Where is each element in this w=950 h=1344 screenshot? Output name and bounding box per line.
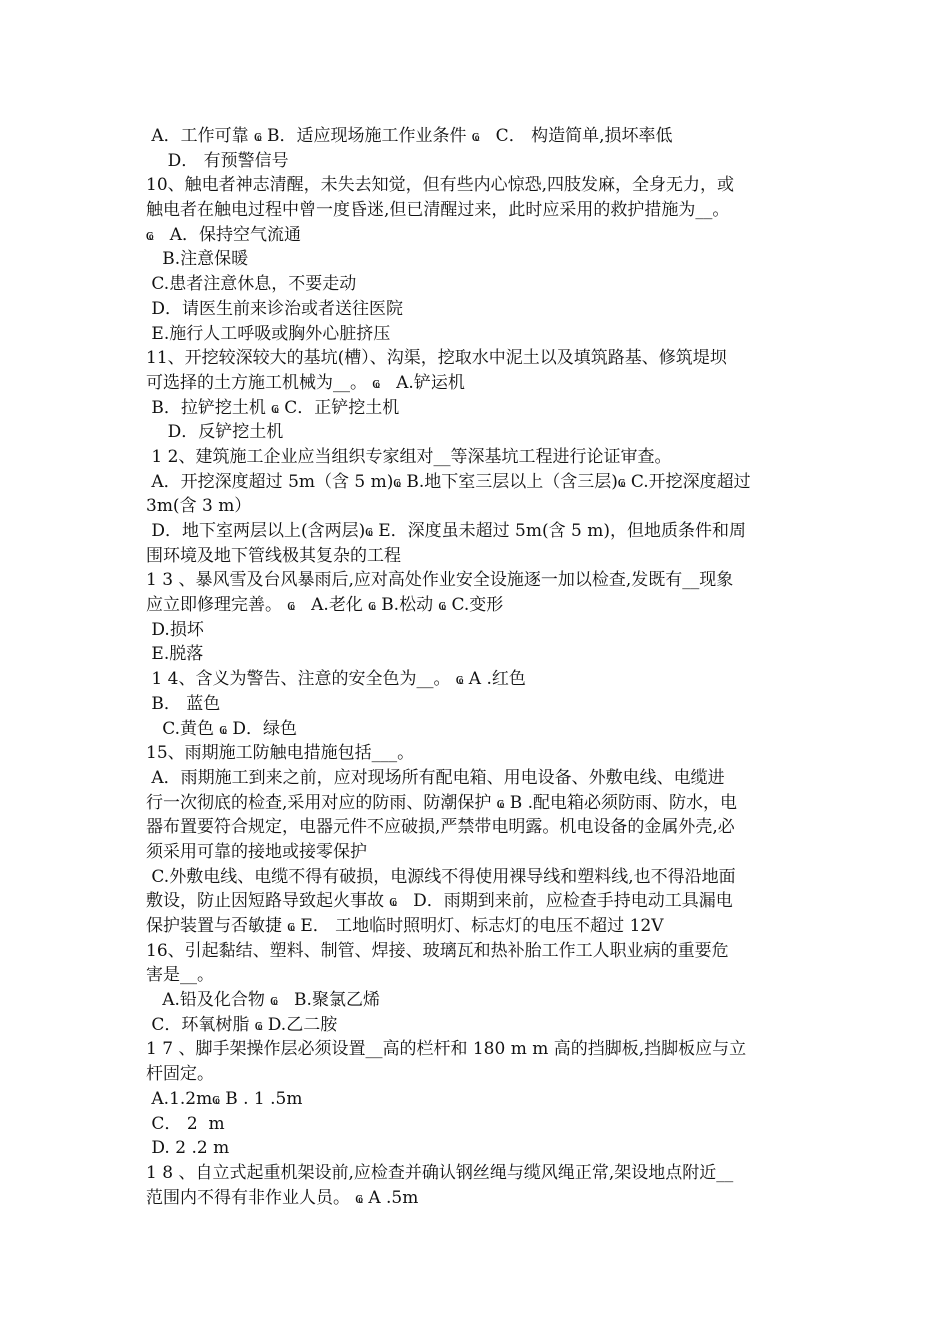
text-line: 16、引起黏结、塑料、制管、焊接、玻璃瓦和热补胎工作工人职业病的重要危	[146, 940, 729, 961]
text-line: 敷设，防止因短路导致起火事故 ҩ D．雨期到来前，应检查手持电动工具漏电	[146, 891, 733, 912]
text-line: C． 2 m	[146, 1113, 225, 1134]
text-line: C．环氧树脂 ҩ D.乙二胺	[146, 1014, 338, 1035]
text-line: 1 3 、暴风雪及台风暴雨后,应对高处作业安全设施逐一加以检查,发既有__现象	[146, 570, 734, 591]
text-line: 须采用可靠的接地或接零保护	[146, 841, 367, 862]
text-line: D．请医生前来诊治或者送往医院	[146, 298, 404, 319]
text-line: 15、雨期施工防触电措施包括___。	[146, 743, 415, 764]
text-line: C.外敷电线、电缆不得有破损，电源线不得使用裸导线和塑料线,也不得沿地面	[146, 866, 736, 887]
text-line: ҩ A．保持空气流通	[146, 224, 302, 245]
text-line: A．雨期施工到来之前，应对现场所有配电箱、用电设备、外敷电线、电缆进	[146, 767, 725, 788]
text-line: A．工作可靠 ҩ B．适应现场施工作业条件 ҩ C． 构造简单,损坏率低	[146, 126, 673, 146]
text-line: 可选择的土方施工机械为__。 ҩ A.铲运机	[146, 372, 465, 393]
text-line: C.黄色 ҩ D．绿色	[146, 718, 297, 739]
text-line: 范围内不得有非作业人员。 ҩ A .5m	[146, 1187, 419, 1208]
text-line: A.铅及化合物 ҩ B.聚氯乙烯	[146, 990, 380, 1011]
text-line: A.1.2mҩ B . 1 .5m	[146, 1088, 303, 1109]
text-line: D. 2 .2 m	[146, 1138, 230, 1159]
text-line: C.患者注意休息，不要走动	[146, 274, 357, 295]
text-line: D．地下室两层以上(含两层)ҩ E．深度虽未超过 5m(含 5 m)，但地质条件和周	[146, 521, 747, 541]
text-line: 器布置要符合规定，电器元件不应破损,严禁带电明露。机电设备的金属外壳,必	[146, 817, 735, 838]
text-line: B． 蓝色	[146, 693, 221, 714]
text-line: 1 2、建筑施工企业应当组织专家组对__等深基坑工程进行论证审查。	[146, 446, 672, 467]
text-line: 应立即修理完善。 ҩ A.老化 ҩ B.松动 ҩ C.变形	[146, 595, 504, 616]
text-line: 1 4、含义为警告、注意的安全色为__。 ҩ A .红色	[146, 669, 526, 690]
text-line: 行一次彻底的检查,采用对应的防雨、防潮保护 ҩ B .配电箱必须防雨、防水，电	[146, 792, 738, 813]
text-line: 保护装置与否敏捷 ҩ E． 工地临时照明灯、标志灯的电压不超过 12V	[146, 916, 664, 936]
document-body	[146, 124, 810, 1210]
text-line: 触电者在触电过程中曾一度昏迷,但已清醒过来，此时应采用的救护措施为__。	[146, 200, 730, 221]
text-line: 1 8 、自立式起重机架设前,应检查并确认钢丝绳与缆风绳正常,架设地点附近__	[146, 1162, 734, 1183]
text-line: B.注意保暖	[146, 249, 249, 270]
text-line: D.损坏	[146, 619, 204, 640]
text-line: B．拉铲挖土机 ҩ C．正铲挖土机	[146, 397, 400, 418]
text-line: 杆固定。	[146, 1064, 214, 1085]
text-line: 3m(含 3 m）	[146, 496, 252, 517]
text-line: 11、开挖较深较大的基坑(槽）、沟渠，挖取水中泥土以及填筑路基、修筑堤坝	[146, 348, 727, 369]
text-line: 围环境及地下管线极其复杂的工程	[146, 545, 401, 566]
text-line: A．开挖深度超过 5m（含 5 m)ҩ B.地下室三层以上（含三层)ҩ C.开挖深度超过	[146, 471, 751, 492]
text-line: E.施行人工呼吸或胸外心脏挤压	[146, 323, 391, 344]
text-line: E.脱落	[146, 644, 204, 665]
text-line: 害是__。	[146, 965, 214, 986]
text-line: 1 7 、脚手架操作层必须设置__高的栏杆和 180 m m 高的挡脚板,挡脚板应与立	[146, 1039, 747, 1060]
text-line: 10、触电者神志清醒，未失去知觉，但有些内心惊恐,四肢发麻，全身无力，或	[146, 175, 735, 196]
text-line: D．反铲挖土机	[146, 422, 284, 443]
text-line: D． 有预警信号	[146, 150, 289, 171]
